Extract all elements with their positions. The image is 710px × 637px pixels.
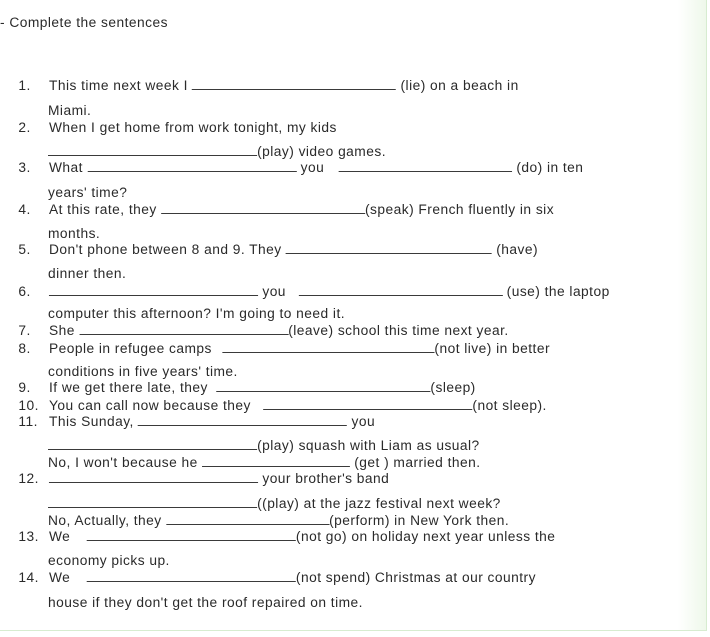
answer-blank[interactable] — [48, 144, 257, 156]
item-text: (not spend) Christmas at our country — [295, 570, 536, 585]
item-continuation: Miami. — [48, 103, 92, 118]
answer-blank[interactable] — [263, 398, 472, 410]
item-text: ((play) at the jazz festival next week? — [257, 496, 501, 511]
item-continuation: years' time? — [48, 185, 128, 200]
answer-blank[interactable] — [192, 78, 396, 90]
item-text: This Sunday, — [48, 414, 139, 429]
item-number: 9. — [18, 380, 31, 395]
item-continuation: months. — [48, 226, 101, 241]
item-number: 2. — [18, 120, 31, 135]
worksheet-heading: - Complete the sentences — [0, 15, 168, 30]
item-number: 14. — [18, 570, 39, 585]
item-number: 12. — [18, 471, 39, 486]
item-number: 8. — [18, 341, 31, 356]
answer-blank[interactable] — [216, 380, 430, 392]
item-text: (perform) in New York then. — [329, 513, 510, 528]
item-text: This time next week I — [48, 78, 193, 93]
item-text: (get ) married then. — [349, 455, 481, 470]
item-text: (have) — [491, 242, 539, 257]
item-number: 1. — [18, 78, 31, 93]
item-continuation: computer this afternoon? I'm going to need it. — [48, 306, 346, 321]
item-text: (leave) school this time next year. — [288, 323, 509, 338]
item-text: (not sleep). — [472, 398, 547, 413]
answer-blank[interactable] — [87, 570, 296, 582]
item-text: (play) video games. — [257, 144, 386, 159]
item-continuation — [48, 513, 509, 529]
item-text: She — [48, 323, 80, 338]
item-text: People in refugee camps — [48, 341, 217, 356]
item-text: When I get home from work tonight, my kids — [48, 120, 337, 135]
answer-blank[interactable] — [48, 496, 257, 508]
item-text: We — [48, 570, 75, 585]
answer-blank[interactable] — [79, 323, 288, 335]
item-continuation — [48, 455, 480, 471]
item-number: 5. — [18, 242, 31, 257]
item-number: 3. — [18, 160, 31, 175]
item-continuation — [48, 144, 386, 160]
item-text: You can call now because they — [48, 398, 256, 413]
item-text: (do) in ten — [512, 160, 584, 175]
item-text: No, I won't because he — [48, 455, 203, 470]
answer-blank[interactable] — [87, 160, 296, 172]
answer-blank[interactable] — [138, 414, 347, 426]
item-text: No, Actually, they — [48, 513, 166, 528]
item-number: 6. — [18, 284, 31, 299]
item-continuation: dinner then. — [48, 266, 127, 281]
answer-blank[interactable] — [286, 242, 492, 254]
answer-blank[interactable] — [202, 455, 350, 467]
item-continuation — [48, 496, 501, 512]
item-continuation — [48, 438, 480, 454]
item-text: you — [258, 284, 291, 299]
item-number: 13. — [18, 529, 39, 544]
item-text: (not go) on holiday next year unless the — [295, 529, 556, 544]
item-text: If we get there late, they — [48, 380, 213, 395]
answer-blank[interactable] — [166, 513, 329, 525]
item-number: 10. — [18, 398, 39, 413]
item-text: We — [48, 529, 75, 544]
item-text: (use) the laptop — [502, 284, 610, 299]
answer-blank[interactable] — [48, 438, 257, 450]
answer-blank[interactable] — [222, 341, 434, 353]
item-continuation: conditions in five years' time. — [48, 364, 238, 379]
item-text: What — [48, 160, 88, 175]
answer-blank[interactable] — [49, 284, 258, 296]
item-number: 7. — [18, 323, 31, 338]
item-continuation: house if they don't get the roof repaired on time. — [48, 595, 363, 610]
item-text: Don't phone between 8 and 9. They — [48, 242, 286, 257]
answer-blank[interactable] — [298, 284, 502, 296]
item-text: you — [347, 414, 376, 429]
item-text: (lie) on a beach in — [396, 78, 519, 93]
item-continuation: economy picks up. — [48, 553, 170, 568]
item-text: At this rate, they — [48, 202, 162, 217]
answer-blank[interactable] — [49, 471, 258, 483]
item-number: 11. — [18, 414, 38, 429]
item-text: (speak) French fluently in six — [365, 202, 555, 217]
item-text: (play) squash with Liam as usual? — [257, 438, 480, 453]
answer-blank[interactable] — [339, 160, 512, 172]
answer-blank[interactable] — [161, 202, 365, 214]
item-number: 4. — [18, 202, 31, 217]
item-text: (not live) in better — [434, 341, 550, 356]
item-text: you — [296, 160, 329, 175]
item-text: (sleep) — [430, 380, 476, 395]
answer-blank[interactable] — [87, 529, 296, 541]
item-text: your brother's band — [258, 471, 390, 486]
